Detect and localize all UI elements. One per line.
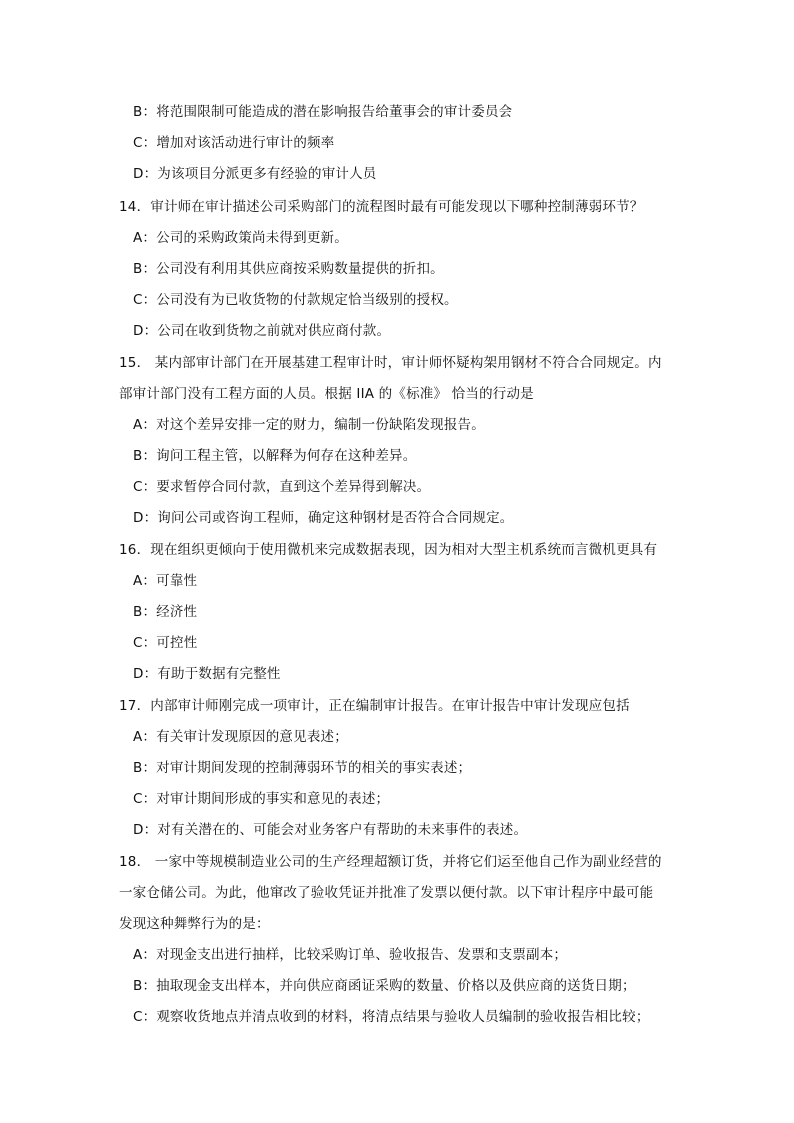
option-b-q15: B：询问工程主管，以解释为何存在这种差异。 [133, 448, 417, 464]
option-a-q17: A：有关审计发现原因的意见表述； [133, 729, 348, 745]
option-b-q16: B：经济性 [133, 604, 198, 620]
option-d-q16: D：有助于数据有完整性 [133, 666, 281, 682]
option-c-q18: C：观察收货地点并清点收到的材料，将清点结果与验收人员编制的验收报告相比较； [133, 1009, 650, 1025]
question-18-continued-1: 一家仓储公司。为此，他窜改了验收凭证并批准了发票以便付款。以下审计程序中最可能 [119, 885, 654, 901]
option-a-q18: A：对现金支出进行抽样，比较采购订单、验收报告、发票和支票副本； [133, 947, 568, 963]
question-17: 17．内部审计师刚完成一项审计，正在编制审计报告。在审计报告中审计发现应包括 [119, 698, 630, 714]
option-d-q15: D：询问公司或咨询工程师，确定这种钢材是否符合合同规定。 [133, 510, 514, 526]
option-d-q13: D：为该项目分派更多有经验的审计人员 [133, 166, 377, 182]
option-c-q14: C：公司没有为已收货物的付款规定恰当级别的授权。 [133, 292, 458, 308]
option-c-q15: C：要求暂停合同付款，直到这个差异得到解决。 [133, 479, 431, 495]
question-14: 14．审计师在审计描述公司采购部门的流程图时最有可能发现以下哪种控制薄弱环节？ [119, 199, 644, 215]
option-a-q16: A：可靠性 [133, 573, 198, 589]
question-16: 16．现在组织更倾向于使用微机来完成数据表现，因为相对大型主机系统而言微机更具有 [119, 542, 658, 558]
option-b-q13: B：将范围限制可能造成的潜在影响报告给董事会的审计委员会 [133, 104, 513, 120]
option-c-q13: C：增加对该活动进行审计的频率 [133, 135, 335, 151]
option-b-q17: B：对审计期间发现的控制薄弱环节的相关的事实表述； [133, 760, 472, 776]
option-d-q14: D：公司在收到货物之前就对供应商付款。 [133, 323, 391, 339]
option-a-q15: A：对这个差异安排一定的财力，编制一份缺陷发现报告。 [133, 417, 485, 433]
option-b-q14: B：公司没有利用其供应商按采购数量提供的折扣。 [133, 261, 444, 277]
option-b-q18: B：抽取现金支出样本，并向供应商函证采购的数量、价格以及供应商的送货日期； [133, 978, 636, 994]
option-d-q17: D：对有关潜在的、可能会对业务客户有帮助的未来事件的表述。 [133, 822, 528, 838]
question-18: 18． 一家中等规模制造业公司的生产经理超额订货，并将它们运至他自己作为副业经营的 [119, 854, 662, 870]
question-15: 15． 某内部审计部门在开展基建工程审计时，审计师怀疑构架用钢材不符合合同规定。内 [119, 355, 662, 371]
option-c-q17: C：对审计期间形成的事实和意见的表述； [133, 791, 390, 807]
option-c-q16: C：可控性 [133, 635, 198, 651]
question-15-continued: 部审计部门没有工程方面的人员。根据 IIA 的《标准》 恰当的行动是 [119, 386, 534, 402]
option-a-q14: A：公司的采购政策尚未得到更新。 [133, 230, 348, 246]
question-18-continued-2: 发现这种舞弊行为的是： [119, 916, 270, 932]
